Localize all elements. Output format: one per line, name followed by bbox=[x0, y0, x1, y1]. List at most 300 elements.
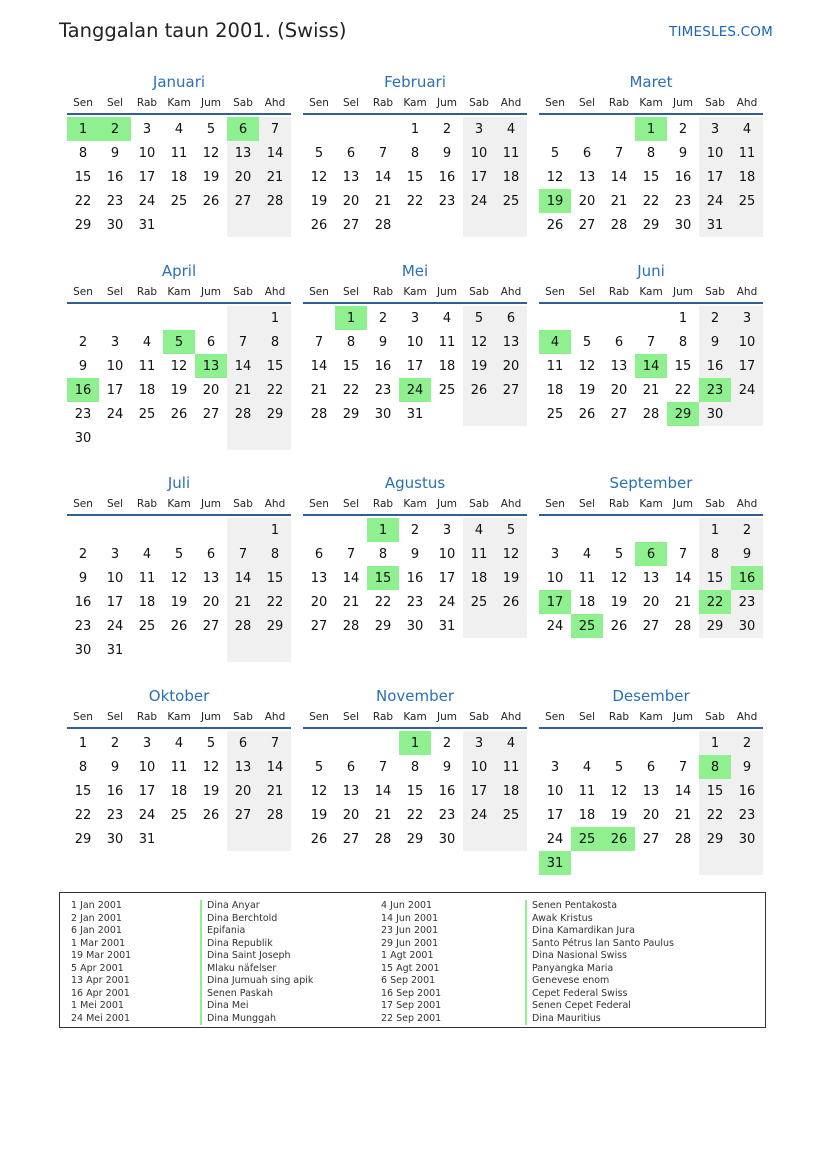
holiday-day: 19 bbox=[539, 189, 571, 213]
weekday-label: Ahd bbox=[736, 711, 758, 723]
weekday-header bbox=[539, 494, 763, 516]
weekday-header bbox=[303, 282, 527, 304]
day: 21 bbox=[674, 594, 692, 610]
day: 1 bbox=[699, 731, 731, 755]
day: 15 bbox=[699, 566, 731, 590]
weekday-label: Sab bbox=[469, 498, 489, 510]
legend-names-right bbox=[525, 900, 674, 1025]
day: 13 bbox=[495, 330, 527, 354]
legend-names-left bbox=[200, 900, 313, 1025]
empty-day bbox=[539, 306, 571, 330]
day: 23 bbox=[731, 590, 763, 614]
empty-day bbox=[603, 518, 635, 542]
day: 16 bbox=[106, 783, 124, 799]
day: 19 bbox=[202, 169, 220, 185]
weekday-label: Sel bbox=[342, 498, 360, 510]
day: 21 bbox=[374, 807, 392, 823]
day: 20 bbox=[642, 594, 660, 610]
day: 20 bbox=[342, 193, 360, 209]
day: 31 bbox=[699, 213, 731, 237]
holiday-day: 13 bbox=[195, 354, 227, 378]
day: 11 bbox=[546, 358, 564, 374]
day: 15 bbox=[406, 783, 424, 799]
empty-day bbox=[131, 306, 163, 330]
empty-day bbox=[163, 426, 195, 450]
weekday-label: Ahd bbox=[500, 97, 522, 109]
day: 2 bbox=[442, 735, 452, 751]
weekday-label: Jum bbox=[201, 498, 221, 510]
day: 29 bbox=[374, 618, 392, 634]
holiday-day: 31 bbox=[539, 851, 571, 875]
weekday-label: Jum bbox=[201, 286, 221, 298]
weekday-label: Sen bbox=[73, 711, 93, 723]
day-grid bbox=[539, 731, 763, 875]
day: 9 bbox=[699, 330, 731, 354]
day: 18 bbox=[495, 165, 527, 189]
day: 25 bbox=[495, 189, 527, 213]
month-maret bbox=[539, 73, 763, 237]
holiday-day: 15 bbox=[367, 566, 399, 590]
empty-day bbox=[495, 213, 527, 237]
day: 14 bbox=[227, 566, 259, 590]
day: 26 bbox=[202, 807, 220, 823]
day: 14 bbox=[259, 141, 291, 165]
day: 15 bbox=[74, 783, 92, 799]
empty-day bbox=[635, 518, 667, 542]
legend-date: 17 Sep 2001 bbox=[381, 1000, 442, 1011]
day: 13 bbox=[227, 141, 259, 165]
day: 5 bbox=[614, 546, 624, 562]
empty-day bbox=[495, 402, 527, 426]
day: 11 bbox=[495, 755, 527, 779]
day: 15 bbox=[259, 566, 291, 590]
day: 4 bbox=[582, 546, 592, 562]
day: 26 bbox=[495, 590, 527, 614]
day: 12 bbox=[578, 358, 596, 374]
weekday-label: Jum bbox=[673, 97, 693, 109]
day: 18 bbox=[495, 779, 527, 803]
empty-day bbox=[303, 117, 335, 141]
weekday-label: Sab bbox=[233, 711, 253, 723]
day: 24 bbox=[546, 618, 564, 634]
month-name: Mei bbox=[401, 262, 429, 280]
day: 8 bbox=[78, 145, 88, 161]
day: 22 bbox=[259, 378, 291, 402]
day: 22 bbox=[674, 382, 692, 398]
legend-holiday-name: Awak Kristus bbox=[525, 913, 674, 926]
day: 26 bbox=[202, 193, 220, 209]
day: 6 bbox=[614, 334, 624, 350]
day: 16 bbox=[406, 570, 424, 586]
day-grid bbox=[67, 306, 291, 450]
day: 26 bbox=[170, 618, 188, 634]
holiday-day: 6 bbox=[635, 542, 667, 566]
day: 22 bbox=[699, 803, 731, 827]
weekday-label: Ahd bbox=[264, 711, 286, 723]
legend-holiday-name: Genevese enom bbox=[525, 975, 674, 988]
month-name: Desember bbox=[612, 687, 690, 705]
weekday-label: Rab bbox=[136, 498, 158, 510]
day: 19 bbox=[495, 566, 527, 590]
day: 13 bbox=[642, 570, 660, 586]
empty-day bbox=[603, 851, 635, 875]
month-februari bbox=[303, 73, 527, 237]
day: 25 bbox=[138, 618, 156, 634]
day: 7 bbox=[678, 759, 688, 775]
day: 27 bbox=[495, 378, 527, 402]
day: 15 bbox=[699, 779, 731, 803]
day: 5 bbox=[463, 306, 495, 330]
legend-date: 24 Mei 2001 bbox=[71, 1012, 130, 1024]
holiday-day: 1 bbox=[335, 306, 367, 330]
day-grid bbox=[303, 117, 527, 237]
day: 11 bbox=[578, 783, 596, 799]
weekday-label: Rab bbox=[608, 286, 630, 298]
day: 21 bbox=[674, 807, 692, 823]
day: 17 bbox=[699, 165, 731, 189]
day: 24 bbox=[106, 406, 124, 422]
holiday-day: 14 bbox=[635, 354, 667, 378]
day: 16 bbox=[438, 783, 456, 799]
weekday-label: Jum bbox=[673, 711, 693, 723]
day: 22 bbox=[642, 193, 660, 209]
day: 31 bbox=[106, 642, 124, 658]
day: 15 bbox=[674, 358, 692, 374]
day: 20 bbox=[310, 594, 328, 610]
legend-date: 1 Agt 2001 bbox=[381, 950, 434, 961]
day: 1 bbox=[259, 518, 291, 542]
day: 5 bbox=[314, 759, 324, 775]
empty-day bbox=[539, 518, 571, 542]
day: 8 bbox=[410, 759, 420, 775]
day: 22 bbox=[374, 594, 392, 610]
day: 1 bbox=[410, 121, 420, 137]
empty-day bbox=[163, 638, 195, 662]
weekday-label: Kam bbox=[639, 711, 663, 723]
legend-holiday-name: Dina Anyar bbox=[200, 900, 313, 913]
empty-day bbox=[463, 827, 495, 851]
day: 9 bbox=[442, 145, 452, 161]
weekday-label: Rab bbox=[372, 286, 394, 298]
empty-day bbox=[195, 827, 227, 851]
day: 4 bbox=[142, 546, 152, 562]
legend-date: 5 Apr 2001 bbox=[71, 962, 124, 974]
day: 11 bbox=[170, 145, 188, 161]
day: 9 bbox=[110, 759, 120, 775]
empty-day bbox=[335, 731, 367, 755]
day: 19 bbox=[610, 594, 628, 610]
day: 2 bbox=[731, 731, 763, 755]
day: 11 bbox=[578, 570, 596, 586]
day: 13 bbox=[342, 783, 360, 799]
day: 21 bbox=[227, 378, 259, 402]
day: 7 bbox=[227, 330, 259, 354]
legend-date: 16 Sep 2001 bbox=[381, 987, 442, 999]
day: 17 bbox=[731, 354, 763, 378]
day: 10 bbox=[731, 330, 763, 354]
day: 19 bbox=[578, 382, 596, 398]
day: 11 bbox=[138, 358, 156, 374]
empty-day bbox=[227, 306, 259, 330]
holiday-day: 1 bbox=[367, 518, 399, 542]
legend-date: 6 Jan 2001 bbox=[71, 925, 122, 936]
day: 26 bbox=[578, 406, 596, 422]
day: 13 bbox=[310, 570, 328, 586]
month-name: Agustus bbox=[384, 474, 446, 492]
day: 7 bbox=[346, 546, 356, 562]
day: 8 bbox=[259, 330, 291, 354]
weekday-label: Rab bbox=[372, 498, 394, 510]
day: 22 bbox=[406, 807, 424, 823]
legend-date: 19 Mar 2001 bbox=[71, 950, 132, 961]
day: 30 bbox=[106, 831, 124, 847]
day: 12 bbox=[310, 783, 328, 799]
weekday-label: Sel bbox=[342, 97, 360, 109]
day: 8 bbox=[699, 542, 731, 566]
day: 7 bbox=[259, 117, 291, 141]
day: 4 bbox=[495, 117, 527, 141]
day: 10 bbox=[546, 570, 564, 586]
empty-day bbox=[571, 117, 603, 141]
day-grid bbox=[67, 518, 291, 662]
empty-day bbox=[195, 213, 227, 237]
day: 6 bbox=[646, 759, 656, 775]
day: 4 bbox=[582, 759, 592, 775]
day: 28 bbox=[674, 618, 692, 634]
empty-day bbox=[303, 731, 335, 755]
legend-holiday-name: Dina Munggah bbox=[200, 1013, 313, 1026]
weekday-label: Ahd bbox=[264, 97, 286, 109]
day: 24 bbox=[731, 378, 763, 402]
weekday-label: Sen bbox=[309, 498, 329, 510]
holiday-day: 26 bbox=[603, 827, 635, 851]
day: 16 bbox=[438, 169, 456, 185]
day: 5 bbox=[314, 145, 324, 161]
weekday-label: Rab bbox=[372, 97, 394, 109]
day: 18 bbox=[438, 358, 456, 374]
day: 16 bbox=[74, 594, 92, 610]
day: 28 bbox=[374, 217, 392, 233]
empty-day bbox=[227, 518, 259, 542]
weekday-label: Ahd bbox=[500, 711, 522, 723]
day: 10 bbox=[138, 759, 156, 775]
day: 29 bbox=[699, 614, 731, 638]
day: 12 bbox=[495, 542, 527, 566]
weekday-label: Rab bbox=[136, 97, 158, 109]
day: 12 bbox=[202, 759, 220, 775]
day: 11 bbox=[495, 141, 527, 165]
day: 28 bbox=[227, 614, 259, 638]
day: 29 bbox=[406, 831, 424, 847]
holiday-day: 16 bbox=[731, 566, 763, 590]
holiday-day: 2 bbox=[99, 117, 131, 141]
weekday-header bbox=[539, 707, 763, 729]
day: 18 bbox=[170, 783, 188, 799]
day: 10 bbox=[463, 141, 495, 165]
day: 23 bbox=[406, 594, 424, 610]
day: 18 bbox=[731, 165, 763, 189]
day: 29 bbox=[74, 217, 92, 233]
day: 10 bbox=[406, 334, 424, 350]
day: 10 bbox=[438, 546, 456, 562]
day: 30 bbox=[731, 614, 763, 638]
day: 28 bbox=[674, 831, 692, 847]
day: 24 bbox=[438, 594, 456, 610]
day: 9 bbox=[678, 145, 688, 161]
empty-day bbox=[539, 731, 571, 755]
day: 12 bbox=[610, 570, 628, 586]
weekday-label: Sel bbox=[578, 286, 596, 298]
empty-day bbox=[131, 638, 163, 662]
day: 22 bbox=[74, 193, 92, 209]
day: 2 bbox=[110, 735, 120, 751]
day: 17 bbox=[463, 779, 495, 803]
day: 26 bbox=[310, 217, 328, 233]
day: 16 bbox=[731, 779, 763, 803]
day: 31 bbox=[138, 831, 156, 847]
day: 9 bbox=[78, 570, 88, 586]
day: 25 bbox=[495, 803, 527, 827]
day: 2 bbox=[78, 334, 88, 350]
day: 25 bbox=[438, 382, 456, 398]
day: 22 bbox=[406, 193, 424, 209]
day: 3 bbox=[142, 735, 152, 751]
month-name: November bbox=[375, 687, 455, 705]
day: 24 bbox=[138, 193, 156, 209]
legend-date: 22 Sep 2001 bbox=[381, 1012, 442, 1024]
day: 11 bbox=[463, 542, 495, 566]
day: 13 bbox=[642, 783, 660, 799]
month-juli bbox=[67, 474, 291, 662]
holiday-day: 6 bbox=[227, 117, 259, 141]
empty-day bbox=[367, 117, 399, 141]
day: 15 bbox=[259, 354, 291, 378]
day: 25 bbox=[731, 189, 763, 213]
day: 30 bbox=[406, 618, 424, 634]
empty-day bbox=[335, 117, 367, 141]
day: 13 bbox=[578, 169, 596, 185]
day: 8 bbox=[410, 145, 420, 161]
empty-day bbox=[227, 638, 259, 662]
weekday-header bbox=[67, 707, 291, 729]
empty-day bbox=[463, 213, 495, 237]
empty-day bbox=[667, 518, 699, 542]
day: 14 bbox=[374, 783, 392, 799]
day: 2 bbox=[410, 522, 420, 538]
day: 20 bbox=[578, 193, 596, 209]
day: 28 bbox=[310, 406, 328, 422]
day: 28 bbox=[259, 803, 291, 827]
legend-holiday-name: Senen Cepet Federal bbox=[525, 1000, 674, 1013]
day: 10 bbox=[463, 755, 495, 779]
month-mei bbox=[303, 262, 527, 426]
day: 4 bbox=[142, 334, 152, 350]
empty-day bbox=[131, 426, 163, 450]
weekday-label: Kam bbox=[403, 711, 427, 723]
legend-date: 13 Apr 2001 bbox=[71, 975, 130, 986]
weekday-label: Jum bbox=[201, 97, 221, 109]
day: 14 bbox=[342, 570, 360, 586]
month-name: Februari bbox=[384, 73, 446, 91]
empty-day bbox=[571, 306, 603, 330]
empty-day bbox=[539, 117, 571, 141]
empty-day bbox=[259, 638, 291, 662]
empty-day bbox=[399, 213, 431, 237]
weekday-label: Sel bbox=[342, 286, 360, 298]
weekday-label: Sel bbox=[578, 97, 596, 109]
day: 19 bbox=[170, 594, 188, 610]
weekday-label: Sel bbox=[578, 498, 596, 510]
empty-day bbox=[635, 851, 667, 875]
empty-day bbox=[195, 426, 227, 450]
day: 10 bbox=[699, 141, 731, 165]
day: 12 bbox=[310, 169, 328, 185]
empty-day bbox=[227, 426, 259, 450]
day: 22 bbox=[259, 590, 291, 614]
day: 30 bbox=[731, 827, 763, 851]
day: 5 bbox=[582, 334, 592, 350]
legend-date: 1 Jan 2001 bbox=[71, 900, 122, 911]
day: 19 bbox=[610, 807, 628, 823]
day: 10 bbox=[106, 570, 124, 586]
month-januari bbox=[67, 73, 291, 237]
legend-holiday-name: Dina Republik bbox=[200, 938, 313, 951]
weekday-label: Sen bbox=[545, 711, 565, 723]
day: 11 bbox=[438, 334, 456, 350]
empty-day bbox=[571, 851, 603, 875]
day: 30 bbox=[674, 217, 692, 233]
day: 26 bbox=[463, 378, 495, 402]
day: 2 bbox=[699, 306, 731, 330]
day: 16 bbox=[374, 358, 392, 374]
day: 18 bbox=[578, 807, 596, 823]
day: 21 bbox=[342, 594, 360, 610]
day: 17 bbox=[106, 382, 124, 398]
day: 31 bbox=[438, 618, 456, 634]
legend-dates-right bbox=[381, 900, 441, 1025]
day-grid bbox=[539, 117, 763, 237]
month-oktober bbox=[67, 687, 291, 851]
day: 28 bbox=[610, 217, 628, 233]
weekday-label: Sen bbox=[309, 711, 329, 723]
weekday-label: Kam bbox=[639, 498, 663, 510]
day: 23 bbox=[731, 803, 763, 827]
day: 23 bbox=[106, 807, 124, 823]
day: 27 bbox=[342, 831, 360, 847]
brand-link[interactable]: TIMESLES.COM bbox=[669, 24, 773, 40]
day: 25 bbox=[546, 406, 564, 422]
day: 20 bbox=[342, 807, 360, 823]
day: 24 bbox=[546, 831, 564, 847]
day: 5 bbox=[495, 518, 527, 542]
day: 8 bbox=[646, 145, 656, 161]
day: 18 bbox=[138, 594, 156, 610]
day: 6 bbox=[495, 306, 527, 330]
weekday-header bbox=[67, 93, 291, 115]
weekday-header bbox=[539, 282, 763, 304]
day: 20 bbox=[202, 594, 220, 610]
weekday-label: Sen bbox=[73, 498, 93, 510]
day: 18 bbox=[138, 382, 156, 398]
day-grid bbox=[303, 306, 527, 426]
day: 23 bbox=[674, 193, 692, 209]
weekday-label: Sel bbox=[342, 711, 360, 723]
day: 19 bbox=[310, 193, 328, 209]
day: 17 bbox=[406, 358, 424, 374]
holiday-day: 1 bbox=[635, 117, 667, 141]
day: 20 bbox=[202, 382, 220, 398]
day: 7 bbox=[614, 145, 624, 161]
